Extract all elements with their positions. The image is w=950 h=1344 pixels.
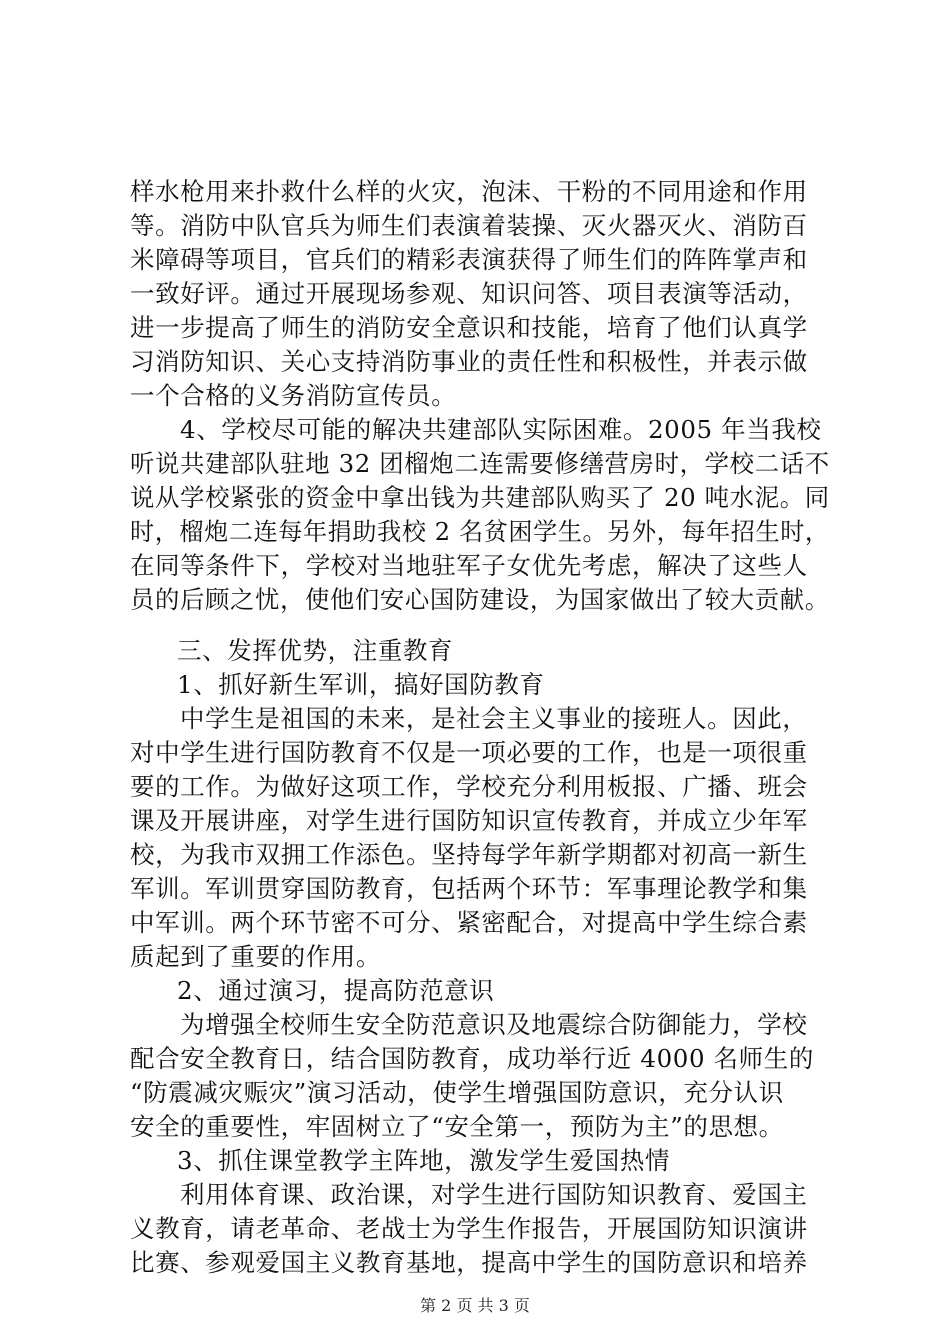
text-line: 听说共建部队驻地 32 团榴炮二连需要修缮营房时，学校二话不 [130, 449, 830, 478]
text-line: 说从学校紧张的资金中拿出钱为共建部队购买了 20 吨水泥。同 [130, 483, 830, 512]
text-line: 时，榴炮二连每年捐助我校 2 名贫困学生。另外，每年招生时， [130, 517, 830, 546]
text-line: 员的后顾之忧，使他们安心国防建设，为国家做出了较大贡献。 [130, 585, 830, 614]
text-line: 义教育，请老革命、老战士为学生作报告，开展国防知识演讲 [130, 1214, 808, 1243]
text-line: 为增强全校师生安全防范意识及地震综合防御能力，学校 [180, 1010, 808, 1039]
text-line: 一致好评。通过开展现场参观、知识问答、项目表演等活动， [130, 279, 808, 308]
subsection-heading: 1、抓好新生军训，搞好国防教育 [177, 670, 545, 699]
text-line: 比赛、参观爱国主义教育基地，提高中学生的国防意识和培养 [130, 1248, 808, 1277]
text-line: 中学生是祖国的未来，是社会主义事业的接班人。因此， [180, 704, 808, 733]
section-heading: 三、发挥优势，注重教育 [177, 636, 454, 665]
text-line: 4、学校尽可能的解决共建部队实际困难。2005 年当我校 [180, 415, 822, 444]
text-line: 中军训。两个环节密不可分、紧密配合，对提高中学生综合素 [130, 908, 808, 937]
text-line: 样水枪用来扑救什么样的火灾，泡沫、干粉的不同用途和作用 [130, 177, 808, 206]
text-line: 要的工作。为做好这项工作，学校充分利用板报、广播、班会 [130, 772, 808, 801]
text-line: 安全的重要性，牢固树立了“安全第一，预防为主”的思想。 [130, 1112, 784, 1141]
text-line: 在同等条件下，学校对当地驻军子女优先考虑，解决了这些人 [130, 551, 808, 580]
text-line: 军训。军训贯穿国防教育，包括两个环节：军事理论教学和集 [130, 874, 808, 903]
page-number-footer: 第 2 页 共 3 页 [420, 1296, 530, 1315]
text-line: “防震减灾赈灾”演习活动，使学生增强国防意识，充分认识 [130, 1078, 784, 1107]
text-line: 进一步提高了师生的消防安全意识和技能，培育了他们认真学 [130, 313, 808, 342]
subsection-heading: 3、抓住课堂教学主阵地，激发学生爱国热情 [177, 1146, 671, 1175]
text-line: 习消防知识、关心支持消防事业的责任性和积极性，并表示做 [130, 347, 808, 376]
text-line: 一个合格的义务消防宣传员。 [130, 381, 457, 410]
text-line: 利用体育课、政治课，对学生进行国防知识教育、爱国主 [180, 1180, 808, 1209]
text-line: 配合安全教育日，结合国防教育，成功举行近 4000 名师生的 [130, 1044, 814, 1073]
text-line: 课及开展讲座，对学生进行国防知识宣传教育，并成立少年军 [130, 806, 808, 835]
text-line: 米障碍等项目，官兵们的精彩表演获得了师生们的阵阵掌声和 [130, 245, 808, 274]
text-line: 对中学生进行国防教育不仅是一项必要的工作，也是一项很重 [130, 738, 808, 767]
text-line: 质起到了重要的作用。 [130, 942, 381, 971]
text-line: 校，为我市双拥工作添色。坚持每学年新学期都对初高一新生 [130, 840, 808, 869]
subsection-heading: 2、通过演习，提高防范意识 [177, 976, 495, 1005]
text-line: 等。消防中队官兵为师生们表演着装操、灭火器灭火、消防百 [130, 211, 808, 240]
